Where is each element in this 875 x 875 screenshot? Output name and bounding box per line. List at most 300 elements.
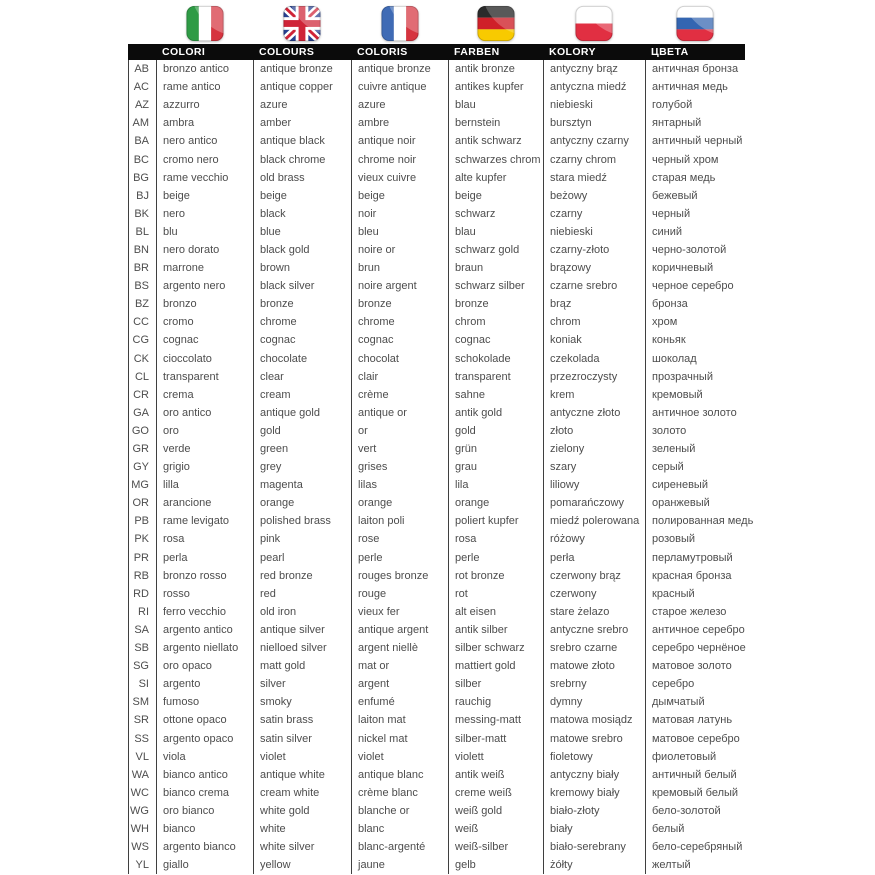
fr-cell: blanc-argenté [351, 838, 448, 856]
code-cell: AZ [128, 96, 156, 114]
table-row [128, 512, 875, 530]
ru-cell: бронза [645, 295, 875, 313]
code-cell: SA [128, 621, 156, 639]
ru-cell: старая медь [645, 169, 875, 187]
table-row [128, 729, 875, 747]
de-cell: gelb [448, 856, 543, 874]
code-cell: BG [128, 169, 156, 187]
en-cell: white silver [253, 838, 351, 856]
it-cell: bianco crema [156, 784, 253, 802]
de-cell: antik gold [448, 404, 543, 422]
fr-cell: cognac [351, 331, 448, 349]
en-cell: green [253, 440, 351, 458]
ru-cell: синий [645, 223, 875, 241]
pl-cell: czekolada [543, 350, 645, 368]
pl-cell: antyczna miedź [543, 78, 645, 96]
it-cell: cromo nero [156, 150, 253, 168]
fr-cell: argent niellè [351, 639, 448, 657]
it-cell: perla [156, 549, 253, 567]
fr-cell: rose [351, 530, 448, 548]
it-cell: viola [156, 748, 253, 766]
uk-flag-icon [283, 5, 321, 42]
pl-cell: biało-serebrany [543, 838, 645, 856]
en-cell: pink [253, 530, 351, 548]
it-cell: nero dorato [156, 241, 253, 259]
ru-cell: черное серебро [645, 277, 875, 295]
code-cell: CG [128, 331, 156, 349]
code-cell: BZ [128, 295, 156, 313]
ru-cell: старое железо [645, 603, 875, 621]
en-cell: black silver [253, 277, 351, 295]
en-cell: black [253, 205, 351, 223]
fr-cell: grises [351, 458, 448, 476]
flag-cell-russia [645, 5, 745, 44]
table-row [128, 386, 875, 404]
de-cell: blau [448, 96, 543, 114]
ru-cell: античный белый [645, 766, 875, 784]
table-row [128, 549, 875, 567]
it-cell: bianco antico [156, 766, 253, 784]
de-cell: grün [448, 440, 543, 458]
table-row [128, 241, 875, 259]
pl-cell: stara miedź [543, 169, 645, 187]
fr-cell: blanche or [351, 802, 448, 820]
de-cell: blau [448, 223, 543, 241]
en-cell: blue [253, 223, 351, 241]
flag-cell-france [351, 5, 448, 44]
pl-cell: pomarańczowy [543, 494, 645, 512]
code-cell: BS [128, 277, 156, 295]
it-cell: argento [156, 675, 253, 693]
code-cell: WC [128, 784, 156, 802]
fr-cell: beige [351, 187, 448, 205]
table-row [128, 748, 875, 766]
ru-cell: античная бронза [645, 60, 875, 78]
it-cell: azzurro [156, 96, 253, 114]
ru-cell: античная медь [645, 78, 875, 96]
flag-cell-germany [448, 5, 543, 44]
table-row [128, 621, 875, 639]
pl-cell: zielony [543, 440, 645, 458]
italy-flag-icon [186, 5, 224, 42]
it-cell: argento antico [156, 621, 253, 639]
de-cell: alte kupfer [448, 169, 543, 187]
de-cell: perle [448, 549, 543, 567]
code-cell: AB [128, 60, 156, 78]
ru-cell: черный [645, 205, 875, 223]
pl-cell: dymny [543, 693, 645, 711]
code-cell: PK [128, 530, 156, 548]
de-cell: bernstein [448, 114, 543, 132]
pl-cell: czerwony [543, 585, 645, 603]
de-cell: weiß-silber [448, 838, 543, 856]
pl-cell: liliowy [543, 476, 645, 494]
fr-cell: antique noir [351, 132, 448, 150]
de-cell: silber schwarz [448, 639, 543, 657]
pl-cell: biały [543, 820, 645, 838]
pl-cell: krem [543, 386, 645, 404]
de-cell: schwarz [448, 205, 543, 223]
en-cell: grey [253, 458, 351, 476]
it-cell: argento opaco [156, 729, 253, 747]
pl-cell: beżowy [543, 187, 645, 205]
fr-cell: cuivre antique [351, 78, 448, 96]
fr-cell: laiton poli [351, 512, 448, 530]
table-row [128, 205, 875, 223]
table-row [128, 223, 875, 241]
code-cell: RB [128, 567, 156, 585]
en-cell: matt gold [253, 657, 351, 675]
it-cell: rosso [156, 585, 253, 603]
de-cell: sahne [448, 386, 543, 404]
ru-cell: античное серебро [645, 621, 875, 639]
it-cell: crema [156, 386, 253, 404]
fr-cell: lilas [351, 476, 448, 494]
pl-cell: miedź polerowana [543, 512, 645, 530]
table-row [128, 440, 875, 458]
code-cell: BN [128, 241, 156, 259]
fr-cell: nickel mat [351, 729, 448, 747]
pl-cell: antyczny biały [543, 766, 645, 784]
table-row [128, 820, 875, 838]
table-row [128, 458, 875, 476]
ru-cell: белый [645, 820, 875, 838]
table-row [128, 802, 875, 820]
code-cell: RD [128, 585, 156, 603]
en-cell: violet [253, 748, 351, 766]
pl-cell: matowa mosiądz [543, 711, 645, 729]
ru-cell: бежевый [645, 187, 875, 205]
fr-cell: or [351, 422, 448, 440]
table-row [128, 277, 875, 295]
fr-cell: blanc [351, 820, 448, 838]
table-header-bar [128, 44, 745, 60]
fr-cell: argent [351, 675, 448, 693]
russia-flag-icon [676, 5, 714, 42]
en-cell: satin silver [253, 729, 351, 747]
it-cell: nero antico [156, 132, 253, 150]
pl-cell: stare żelazo [543, 603, 645, 621]
ru-cell: розовый [645, 530, 875, 548]
en-cell: antique silver [253, 621, 351, 639]
pl-cell: antyczne srebro [543, 621, 645, 639]
it-cell: bronzo antico [156, 60, 253, 78]
code-cell: SR [128, 711, 156, 729]
ru-cell: желтый [645, 856, 875, 874]
code-cell: BK [128, 205, 156, 223]
fr-cell: vieux cuivre [351, 169, 448, 187]
code-cell: CC [128, 313, 156, 331]
de-cell: orange [448, 494, 543, 512]
en-cell: clear [253, 368, 351, 386]
pl-cell: czarne srebro [543, 277, 645, 295]
ru-cell: черно-золотой [645, 241, 875, 259]
table-row [128, 368, 875, 386]
pl-cell: chrom [543, 313, 645, 331]
it-cell: bronzo rosso [156, 567, 253, 585]
de-cell: schwarz silber [448, 277, 543, 295]
code-cell: WG [128, 802, 156, 820]
de-cell: rosa [448, 530, 543, 548]
table-row [128, 150, 875, 168]
en-cell: magenta [253, 476, 351, 494]
ru-cell: античный черный [645, 132, 875, 150]
code-cell: BL [128, 223, 156, 241]
pl-cell: kremowy biały [543, 784, 645, 802]
it-cell: cognac [156, 331, 253, 349]
table-row [128, 657, 875, 675]
en-cell: azure [253, 96, 351, 114]
table-row [128, 169, 875, 187]
pl-cell: czarny-złoto [543, 241, 645, 259]
pl-cell: brąz [543, 295, 645, 313]
table-row [128, 114, 875, 132]
pl-cell: żółty [543, 856, 645, 874]
fr-cell: chocolat [351, 350, 448, 368]
fr-cell: bronze [351, 295, 448, 313]
ru-cell: прозрачный [645, 368, 875, 386]
france-flag-icon [381, 5, 419, 42]
de-cell: transparent [448, 368, 543, 386]
it-cell: giallo [156, 856, 253, 874]
ru-cell: хром [645, 313, 875, 331]
de-cell: antik weiß [448, 766, 543, 784]
fr-cell: clair [351, 368, 448, 386]
table-row [128, 187, 875, 205]
pl-cell: srebro czarne [543, 639, 645, 657]
en-cell: chrome [253, 313, 351, 331]
pl-cell: bursztyn [543, 114, 645, 132]
code-cell: RI [128, 603, 156, 621]
it-cell: fumoso [156, 693, 253, 711]
ru-cell: оранжевый [645, 494, 875, 512]
en-cell: smoky [253, 693, 351, 711]
pl-cell: biało-złoty [543, 802, 645, 820]
code-cell: BA [128, 132, 156, 150]
en-cell: red bronze [253, 567, 351, 585]
it-cell: ferro vecchio [156, 603, 253, 621]
it-cell: grigio [156, 458, 253, 476]
it-cell: cioccolato [156, 350, 253, 368]
code-cell: WH [128, 820, 156, 838]
ru-cell: серебро [645, 675, 875, 693]
table-row [128, 766, 875, 784]
it-cell: rame vecchio [156, 169, 253, 187]
de-cell: silber [448, 675, 543, 693]
en-cell: pearl [253, 549, 351, 567]
table-row [128, 350, 875, 368]
en-cell: bronze [253, 295, 351, 313]
header-polish: KOLORY [549, 46, 596, 58]
fr-cell: bleu [351, 223, 448, 241]
code-cell: SG [128, 657, 156, 675]
it-cell: argento nero [156, 277, 253, 295]
it-cell: oro antico [156, 404, 253, 422]
code-cell: SM [128, 693, 156, 711]
fr-cell: antique argent [351, 621, 448, 639]
en-cell: polished brass [253, 512, 351, 530]
en-cell: silver [253, 675, 351, 693]
fr-cell: noir [351, 205, 448, 223]
en-cell: old brass [253, 169, 351, 187]
de-cell: rot [448, 585, 543, 603]
fr-cell: chrome noir [351, 150, 448, 168]
it-cell: rosa [156, 530, 253, 548]
code-cell: VL [128, 748, 156, 766]
en-cell: chocolate [253, 350, 351, 368]
it-cell: transparent [156, 368, 253, 386]
ru-cell: коньяк [645, 331, 875, 349]
it-cell: oro opaco [156, 657, 253, 675]
table-row [128, 295, 875, 313]
en-cell: antique white [253, 766, 351, 784]
fr-cell: noire or [351, 241, 448, 259]
de-cell: schwarz gold [448, 241, 543, 259]
code-cell: PR [128, 549, 156, 567]
de-cell: bronze [448, 295, 543, 313]
pl-cell: szary [543, 458, 645, 476]
de-cell: poliert kupfer [448, 512, 543, 530]
table-row [128, 313, 875, 331]
fr-cell: rouges bronze [351, 567, 448, 585]
flag-cell-uk [253, 5, 351, 44]
it-cell: arancione [156, 494, 253, 512]
ru-cell: красный [645, 585, 875, 603]
code-cell: SB [128, 639, 156, 657]
de-cell: messing-matt [448, 711, 543, 729]
pl-cell: niebieski [543, 223, 645, 241]
code-cell: WA [128, 766, 156, 784]
it-cell: beige [156, 187, 253, 205]
code-cell: OR [128, 494, 156, 512]
pl-cell: matowe srebro [543, 729, 645, 747]
en-cell: cognac [253, 331, 351, 349]
code-cell: BC [128, 150, 156, 168]
header-italian: COLORI [162, 46, 206, 58]
table-row [128, 639, 875, 657]
de-cell: antik silber [448, 621, 543, 639]
fr-cell: violet [351, 748, 448, 766]
en-cell: antique bronze [253, 60, 351, 78]
pl-cell: antyczne złoto [543, 404, 645, 422]
fr-cell: chrome [351, 313, 448, 331]
pl-cell: srebrny [543, 675, 645, 693]
table-row [128, 603, 875, 621]
ru-cell: коричневый [645, 259, 875, 277]
fr-cell: brun [351, 259, 448, 277]
en-cell: beige [253, 187, 351, 205]
pl-cell: czarny chrom [543, 150, 645, 168]
pl-cell: koniak [543, 331, 645, 349]
table-row [128, 838, 875, 856]
table-row [128, 567, 875, 585]
en-cell: black gold [253, 241, 351, 259]
en-cell: nielloed silver [253, 639, 351, 657]
en-cell: white [253, 820, 351, 838]
code-cell: YL [128, 856, 156, 874]
code-cell: WS [128, 838, 156, 856]
pl-cell: antyczny czarny [543, 132, 645, 150]
it-cell: argento bianco [156, 838, 253, 856]
table-row [128, 422, 875, 440]
pl-cell: fioletowy [543, 748, 645, 766]
ru-cell: серый [645, 458, 875, 476]
code-cell: MG [128, 476, 156, 494]
poland-flag-icon [575, 5, 613, 42]
en-cell: antique copper [253, 78, 351, 96]
en-cell: black chrome [253, 150, 351, 168]
de-cell: silber-matt [448, 729, 543, 747]
it-cell: oro bianco [156, 802, 253, 820]
de-cell: violett [448, 748, 543, 766]
table-row [128, 96, 875, 114]
germany-flag-icon [477, 5, 515, 42]
de-cell: rot bronze [448, 567, 543, 585]
de-cell: schokolade [448, 350, 543, 368]
en-cell: cream white [253, 784, 351, 802]
code-cell: SI [128, 675, 156, 693]
en-cell: brown [253, 259, 351, 277]
ru-cell: серебро чернёное [645, 639, 875, 657]
code-cell: SS [128, 729, 156, 747]
de-cell: lila [448, 476, 543, 494]
fr-cell: azure [351, 96, 448, 114]
ru-cell: полированная медь [645, 512, 875, 530]
table-row [128, 585, 875, 603]
fr-cell: mat or [351, 657, 448, 675]
ru-cell: янтарный [645, 114, 875, 132]
it-cell: rame levigato [156, 512, 253, 530]
en-cell: satin brass [253, 711, 351, 729]
code-cell: BR [128, 259, 156, 277]
ru-cell: бело-серебряный [645, 838, 875, 856]
de-cell: alt eisen [448, 603, 543, 621]
de-cell: gold [448, 422, 543, 440]
flag-cell-poland [543, 5, 645, 44]
de-cell: braun [448, 259, 543, 277]
code-cell: PB [128, 512, 156, 530]
it-cell: lilla [156, 476, 253, 494]
ru-cell: зеленый [645, 440, 875, 458]
header-russian: ЦВЕТА [651, 46, 689, 58]
it-cell: oro [156, 422, 253, 440]
fr-cell: antique or [351, 404, 448, 422]
it-cell: blu [156, 223, 253, 241]
ru-cell: фиолетовый [645, 748, 875, 766]
en-cell: white gold [253, 802, 351, 820]
fr-cell: crème blanc [351, 784, 448, 802]
de-cell: antik bronze [448, 60, 543, 78]
pl-cell: czerwony brąz [543, 567, 645, 585]
header-french: COLORIS [357, 46, 408, 58]
it-cell: verde [156, 440, 253, 458]
table-row [128, 476, 875, 494]
table-row [128, 404, 875, 422]
en-cell: antique black [253, 132, 351, 150]
de-cell: antikes kupfer [448, 78, 543, 96]
code-cell: BJ [128, 187, 156, 205]
code-cell: CL [128, 368, 156, 386]
pl-cell: niebieski [543, 96, 645, 114]
en-cell: red [253, 585, 351, 603]
ru-cell: античное золото [645, 404, 875, 422]
ru-cell: дымчатый [645, 693, 875, 711]
de-cell: cognac [448, 331, 543, 349]
ru-cell: матовое золото [645, 657, 875, 675]
it-cell: bianco [156, 820, 253, 838]
it-cell: rame antico [156, 78, 253, 96]
color-table [128, 0, 875, 874]
